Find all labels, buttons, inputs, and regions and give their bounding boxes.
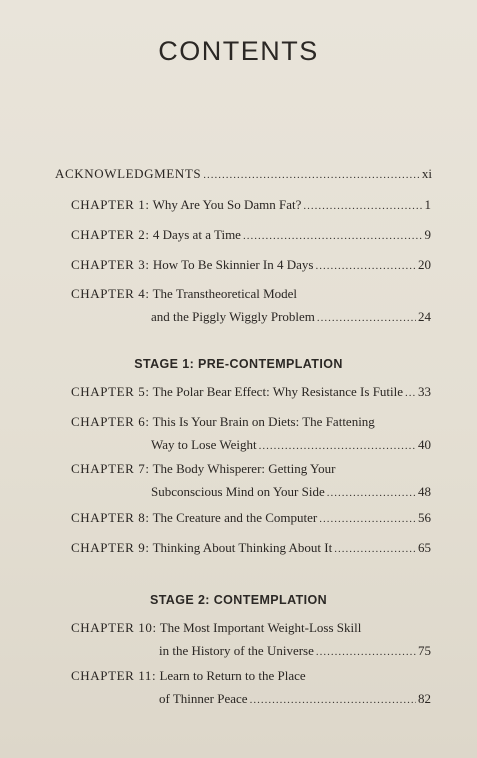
- chapter-title: Why Are You So Damn Fat?: [152, 197, 302, 212]
- dot-leader: [315, 258, 416, 274]
- dot-leader: [203, 167, 420, 183]
- chapter-title: Learn to Return to the Place: [159, 668, 306, 683]
- chapter-title: The Creature and the Computer: [152, 510, 318, 525]
- chapter-title: 4 Days at a Time: [152, 227, 241, 242]
- chapter-label: CHAPTER 10:: [71, 620, 157, 635]
- chapter-title-continued: of Thinner Peace: [159, 691, 248, 706]
- chapter-title: The Transtheoretical Model: [152, 286, 298, 301]
- chapter-label: CHAPTER 4:: [71, 286, 150, 301]
- page-number: 33: [418, 384, 431, 399]
- toc-entry-chapter-10: [71, 620, 431, 660]
- entry-label: ACKNOWLEDGMENTS: [55, 166, 202, 181]
- chapter-title: This Is Your Brain on Diets: The Fattening: [152, 414, 375, 429]
- chapter-label: CHAPTER 9:: [71, 540, 150, 555]
- toc-entry-chapter-9: [71, 540, 431, 557]
- toc-entry-chapter-4: [71, 286, 431, 326]
- chapter-label: CHAPTER 2:: [71, 227, 150, 242]
- dot-leader: [303, 198, 422, 214]
- chapter-title-continued: Way to Lose Weight: [151, 437, 257, 452]
- chapter-title: The Most Important Weight-Loss Skill: [159, 620, 362, 635]
- stage-heading-2: STAGE 2: CONTEMPLATION: [149, 593, 328, 607]
- toc-entry-acknowledgments: [55, 166, 432, 183]
- chapter-label: CHAPTER 8:: [71, 510, 150, 525]
- toc-entry-chapter-7: [71, 461, 431, 501]
- chapter-label: CHAPTER 5:: [71, 384, 150, 399]
- toc-entry-chapter-1: [71, 197, 431, 214]
- dot-leader: [243, 228, 423, 244]
- page-number: 20: [418, 257, 431, 272]
- page-title: CONTENTS: [158, 36, 319, 66]
- chapter-label: CHAPTER 11:: [71, 668, 157, 683]
- dot-leader: [316, 644, 416, 660]
- page-number: 48: [418, 484, 431, 499]
- dot-leader: [259, 438, 416, 454]
- page-number: 75: [418, 643, 431, 658]
- toc-entry-chapter-8: [71, 510, 431, 527]
- page-number: 24: [418, 309, 431, 324]
- chapter-label: CHAPTER 1:: [71, 197, 150, 212]
- toc-entry-chapter-5: [71, 384, 431, 401]
- page-number: 56: [418, 510, 431, 525]
- page-number: xi: [421, 166, 432, 181]
- dot-leader: [317, 310, 416, 326]
- dot-leader: [405, 385, 416, 401]
- dot-leader: [327, 485, 416, 501]
- chapter-title: Thinking About Thinking About It: [152, 540, 333, 555]
- chapter-label: CHAPTER 3:: [71, 257, 150, 272]
- chapter-label: CHAPTER 6:: [71, 414, 150, 429]
- page-number: 40: [418, 437, 431, 452]
- chapter-title: The Polar Bear Effect: Why Resistance Is Futile: [152, 384, 404, 399]
- chapter-title-continued: Subconscious Mind on Your Side: [151, 484, 325, 499]
- chapter-title-continued: in the History of the Universe: [159, 643, 314, 658]
- dot-leader: [334, 541, 416, 557]
- toc-entry-chapter-2: [71, 227, 431, 244]
- dot-leader: [250, 692, 416, 708]
- stage-heading-1: STAGE 1: PRE-CONTEMPLATION: [134, 357, 343, 371]
- toc-entry-chapter-6: [71, 414, 431, 454]
- chapter-title-continued: and the Piggly Wiggly Problem: [151, 309, 315, 324]
- page-number: 65: [418, 540, 431, 555]
- page-number: 1: [424, 197, 431, 212]
- chapter-title: How To Be Skinnier In 4 Days: [152, 257, 314, 272]
- chapter-label: CHAPTER 7:: [71, 461, 150, 476]
- toc-entry-chapter-3: [71, 257, 431, 274]
- page-number: 82: [418, 691, 431, 706]
- dot-leader: [319, 511, 416, 527]
- page-number: 9: [424, 227, 431, 242]
- toc-entry-chapter-11: [71, 668, 431, 708]
- chapter-title: The Body Whisperer: Getting Your: [152, 461, 336, 476]
